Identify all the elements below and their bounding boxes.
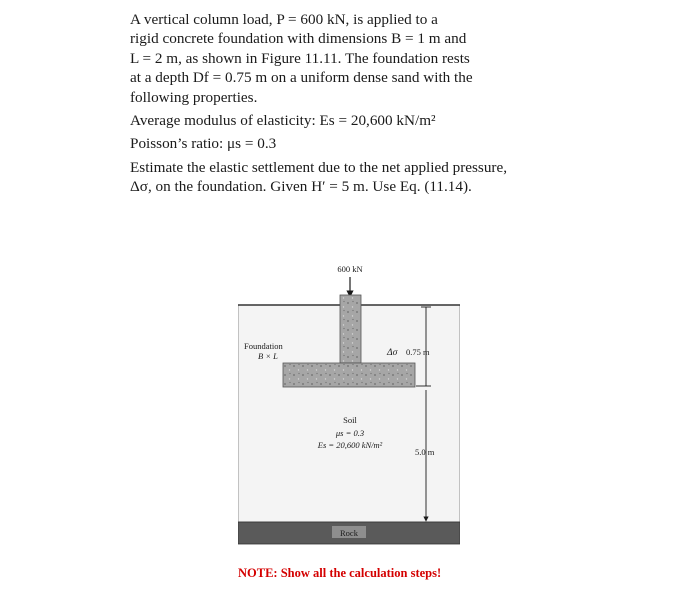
depth-label: 0.75 m bbox=[406, 347, 430, 357]
layer-thickness-label: 5.0 m bbox=[415, 447, 435, 457]
rock-label: Rock bbox=[340, 528, 358, 538]
delta-sigma-label: Δσ bbox=[387, 348, 398, 358]
soil-label: Soil bbox=[343, 415, 357, 425]
soil-modulus-label: Es = 20,600 kN/m² bbox=[317, 440, 383, 450]
foundation-dims-label: B × L bbox=[258, 351, 278, 361]
problem-statement bbox=[130, 10, 570, 197]
poisson-property: Poisson’s ratio: μs = 0.3 bbox=[130, 135, 277, 153]
problem-line: following properties. bbox=[130, 88, 258, 106]
problem-line: L = 2 m, as shown in Figure 11.11. The foundation rests bbox=[130, 49, 470, 67]
foundation-label: Foundation bbox=[244, 341, 283, 351]
problem-line: rigid concrete foundation with dimensions B = 1 m and bbox=[130, 30, 467, 48]
load-label: 600 kN bbox=[337, 264, 363, 274]
foundation-figure bbox=[238, 255, 460, 545]
task-line: Δσ, on the foundation. Given H′ = 5 m. Use Eq. (11.14). bbox=[130, 178, 472, 196]
task-line: Estimate the elastic settlement due to the net applied pressure, bbox=[130, 158, 508, 176]
soil-poisson-label: μs = 0.3 bbox=[335, 428, 365, 438]
note-text: NOTE: Show all the calculation steps! bbox=[238, 566, 442, 580]
problem-line: A vertical column load, P = 600 kN, is applied to a bbox=[130, 11, 438, 28]
foundation-diagram bbox=[238, 255, 460, 545]
concrete-footing bbox=[283, 363, 415, 387]
modulus-property: Average modulus of elasticity: Es = 20,600 kN/m² bbox=[130, 112, 436, 130]
concrete-column bbox=[340, 295, 361, 363]
problem-line: at a depth Df = 0.75 m on a uniform dense sand with the bbox=[130, 69, 473, 87]
